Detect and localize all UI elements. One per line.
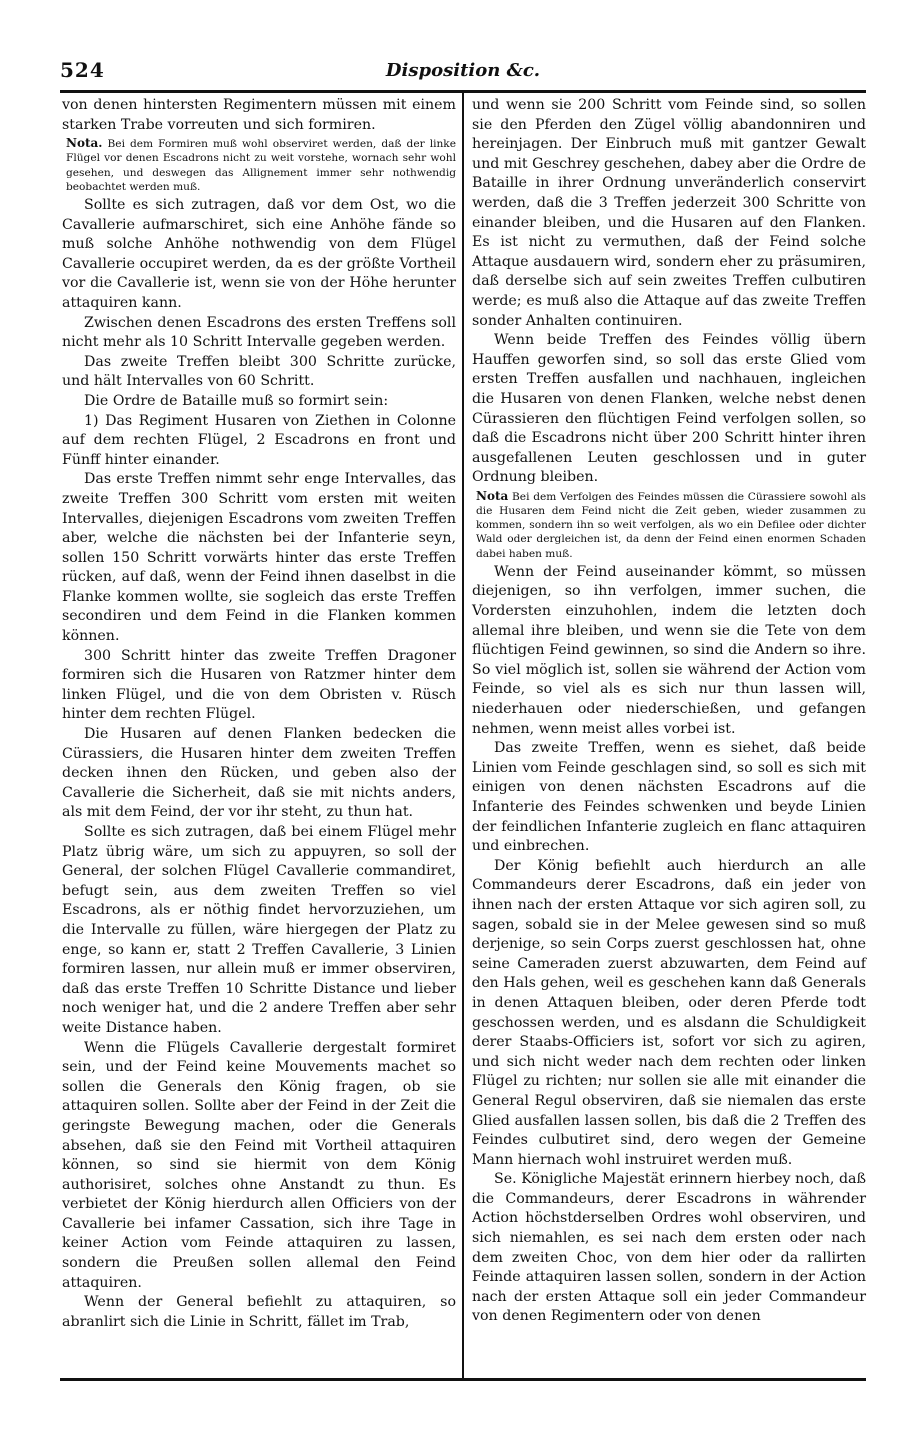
- paragraph: Se. Königliche Majestät erinnern hierbey noch, daß die Commandeurs, derer Escadrons in währender Action höchstderselben Ordres wohl observiren, und sich niemahlen, es sei nach dem ersten oder nach dem zweiten Choc, von dem hier oder da rallirten Feinde attaquiren lassen sollen, sondern in der Action nach der ersten Attaque soll ein jeder Commandeur von denen Regimentern oder von denen: [472, 1171, 866, 1325]
- footnote: [62, 136, 456, 194]
- paragraph: Wenn der General befiehlt zu attaquiren, so abranlirt sich die Linie in Schritt, fället im Trab,: [62, 1294, 456, 1330]
- paragraph: Der König befiehlt auch hierdurch an alle Commandeurs derer Escadrons, daß ein jeder von ihnen nach der ersten Attaque vor sich agiren soll, zu sagen, sobald sie in der Melee gewesen sind so muß derjenige, so sein Corps zuerst geschlossen hat, ohne seine Cameraden zuerst abzuwarten, dem Feind auf den Hals gehen, weil es geschehen kann daß Generals in denen Attaquen bleiben, oder deren Pferde todt geschossen werden, und es alsdann die Schuldigkeit derer Staabs-Officiers ist, sofort vor sich zu agiren, und sich nicht weder nach dem rechten oder linken Flügel zu richten; nur sollen sie alle mit einander die General Regul observiren, daß sie niemalen das erste Glied ausfallen lassen sollen, bis daß die 2 Treffen des Feindes culbutiret sind, dero wegen der Gemeine Mann hiernach wohl instruiret werden muß.: [472, 857, 866, 1168]
- column-divider: [462, 90, 464, 1378]
- paragraph: Die Ordre de Bataille muß so formirt sein:: [84, 392, 389, 409]
- paragraph: und wenn sie 200 Schritt vom Feinde sind, so sollen sie den Pferden den Zügel völlig abandonniren und hereinjagen. Der Einbruch muß mit gantzer Gewalt und mit Geschrey geschehen, dabey aber die Ordre de Bataille in ihrer Ordnung unveränderlich conservirt werden, daß die 3 Treffen jederzeit 300 Schritte von einander bleiben, und die Husaren auf den Flanken. Es ist nicht zu vermuthen, daß der Feind solche Attaque ausdauern wird, sondern eher zu präsumiren, daß derselbe sich auf sein zweites Treffen culbutiren werde; es muß also die Attaque auf das zweite Treffen sonder Anhalten continuiren.: [472, 97, 866, 329]
- right-column: [472, 96, 866, 1327]
- left-column: [62, 96, 456, 1332]
- page: [44, 52, 864, 1390]
- footnote-label: Nota: [476, 488, 509, 503]
- footnote-label: Nota.: [66, 136, 103, 151]
- paragraph: Sollte es sich zutragen, daß vor dem Ost, wo die Cavallerie aufmarschiret, sich eine Anhöhe fände so muß solche Anhöhe nothwendig von dem Flügel Cavallerie occupiret werden, da es der größte Vortheil vor die Cavallerie ist, wenn sie von der Höhe herunter attaquiren kann.: [62, 197, 456, 311]
- footnote-text: Bei dem Formiren muß wohl observiret werden, daß der linke Flügel vor denen Escadrons nicht zu weit vorstehe, wornach sehr wohl gesehen, und deswegen das Allignement immer sehr nothwendig beobachtet werden muß.: [66, 138, 456, 193]
- paragraph: Zwischen denen Escadrons des ersten Treffens soll nicht mehr als 10 Schritt Intervalle gegeben werden.: [62, 314, 456, 351]
- paragraph: 300 Schritt hinter das zweite Treffen Dragoner formiren sich die Husaren von Ratzmer hinter dem linken Flügel, und die von dem Obristen v. Rüsch hinter dem rechten Flügel.: [62, 647, 456, 723]
- paragraph: Das zweite Treffen bleibt 300 Schritte zurücke, und hält Intervalles von 60 Schritt.: [62, 353, 456, 390]
- footer-rule: [60, 1378, 866, 1381]
- page-header: [60, 58, 866, 88]
- paragraph: Die Husaren auf denen Flanken bedecken die Cürassiers, die Husaren hinter dem zweiten Treffen decken ihnen den Rücken, und geben also der Cavallerie die Sicherheit, daß sie mit nichts anders, als mit dem Feind, der vor ihr steht, zu thun hat.: [62, 726, 456, 821]
- page-number: 524: [60, 58, 105, 82]
- paragraph: Das zweite Treffen, wenn es siehet, daß beide Linien vom Feinde geschlagen sind, so soll es sich mit einigen von denen nächsten Escadrons auf die Infanterie des Feindes schwenken und beyde Linien der feindlichen Infanterie zugleich en flanc attaquiren und einbrechen.: [472, 740, 866, 855]
- paragraph: Wenn der Feind auseinander kömmt, so müssen diejenigen, so ihn verfolgen, immer suchen, die Vordersten einzuhohlen, indem die letzten doch allemal ihre bleiben, und wenn sie die Tete von dem flüchtigen Feind gewinnen, so sind die Andern so ihre. So viel möglich ist, sollen sie während der Action vom Feinde, so viel als es sich nur thun lassen will, niederhauen oder niederschießen, und gefangen nehmen, wenn meist alles vorbei ist.: [472, 563, 866, 737]
- paragraph: von denen hintersten Regimentern müssen mit einem starken Trabe vorreuten und sich formiren.: [62, 97, 456, 133]
- footnote: [472, 489, 866, 561]
- running-title: Disposition &c.: [385, 60, 541, 81]
- paragraph: Wenn die Flügels Cavallerie dergestalt formiret sein, und der Feind keine Mouvements machet so sollen die Generals den König fragen, ob sie attaquiren sollen. Sollte aber der Feind in der Zeit die geringste Bewegung machen, oder die Generals absehen, daß sie den Feind mit Vortheil attaquiren können, so sind sie hiermit von dem König authorisiret, solches ohne Anstandt zu thun. Es verbietet der König hierdurch allen Officiers von der Cavallerie bei infamer Cassation, sich ihre Tage in keiner Action vom Feinde attaquiren zu lassen, sondern die Preußen sollen allemal den Feind attaquiren.: [62, 1039, 456, 1291]
- paragraph: Das erste Treffen nimmt sehr enge Intervalles, das zweite Treffen 300 Schritt vom ersten mit weiten Intervalles, diejenigen Escadrons vom zweiten Treffen aber, welche die nächsten bei der Infanterie seyn, sollen 150 Schritt vorwärts hinter das erste Treffen rücken, auf daß, wenn der Feind ihnen daselbst in die Flanke kommen wollte, sie sogleich das erste Treffen secondiren und dem Feind in die Flanken kommen können.: [62, 471, 456, 645]
- paragraph: 1) Das Regiment Husaren von Ziethen in Colonne auf dem rechten Flügel, 2 Escadrons en front und Fünff hinter einander.: [62, 412, 456, 468]
- paragraph: Wenn beide Treffen des Feindes völlig übern Hauffen geworfen sind, so soll das erste Glied vom ersten Treffen ausfallen und nachhauen, ingleichen die Husaren von denen Flanken, welche nebst denen Cürassieren den flüchtigen Feind verfolgen sollen, so daß die Escadrons nicht über 200 Schritt hinter ihren ausgefallenen Leuten geschlossen und in guter Ordnung bleiben.: [472, 332, 866, 486]
- footnote-text: Bei dem Verfolgen des Feindes müssen die Cürassiere sowohl als die Husaren dem Feind nicht die Zeit geben, wieder zusammen zu kommen, sondern ihn so weit verfolgen, als wo ein Defilee oder dichter Wald oder dergleichen ist, da denn der Feind einen enormen Schaden dabei haben muß.: [476, 490, 866, 560]
- paragraph: Sollte es sich zutragen, daß bei einem Flügel mehr Platz übrig wäre, um sich zu appuyren, so soll der General, der solchen Flügel Cavallerie commandiret, befugt sein, aus dem zweiten Treffen so viel Escadrons, als er nöthig findet hervorzuziehen, um die Intervalle zu füllen, wäre hiergegen der Platz zu enge, so kann er, statt 2 Treffen Cavallerie, 3 Linien formiren lassen, nur allein muß er immer observiren, daß das erste Treffen 10 Schritte Distance und lieber noch weniger hat, und die 2 andere Treffen aber sehr weite Distance haben.: [62, 824, 456, 1036]
